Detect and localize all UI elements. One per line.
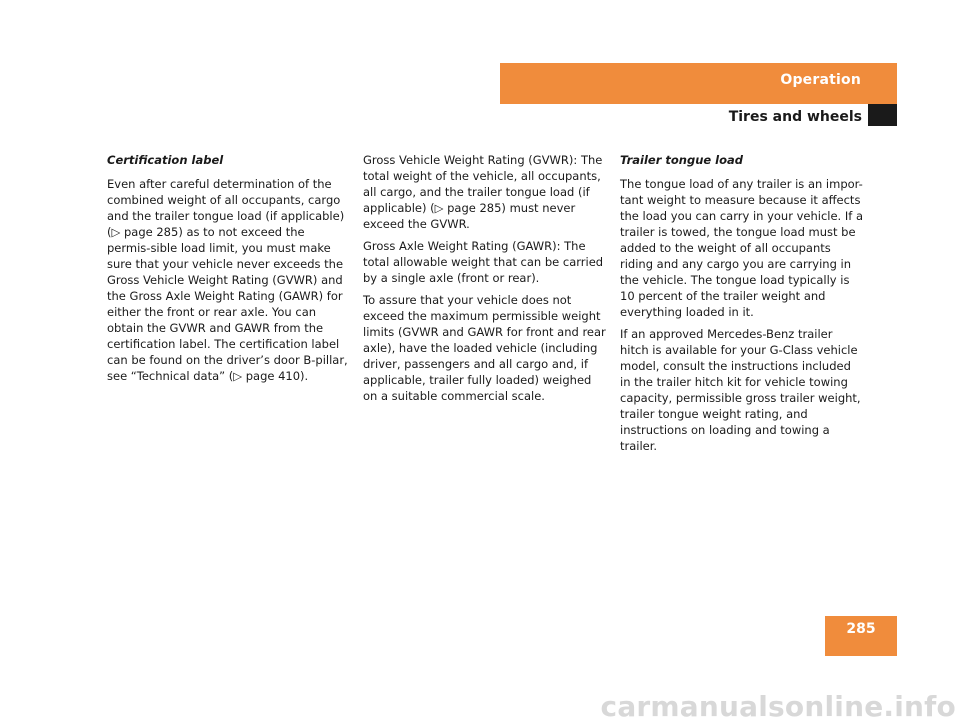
- paragraph-certification: Even after careful determination of the combined weight of all occupants, cargo and the trailer tongue load (if applicable) (▷ page 285) as to not exceed the permis-sible load limit, you must make sure that your vehicle never exceeds the Gross Vehicle Weight Rating (GVWR) and the Gross Axle Weight Rating (GAWR) for either the front or rear axle. You can obtain the GVWR and GAWR from the certification label. The certification label can be found on the driver’s door B-pillar, see “Technical data” (▷ page 410).: [107, 177, 348, 383]
- text-column-2: [363, 152, 607, 410]
- text-column-3: [620, 152, 864, 460]
- text-column-1: [107, 152, 351, 390]
- heading-trailer-tongue-load: Trailer tongue load: [620, 153, 744, 167]
- section-header-banner: [500, 63, 897, 104]
- heading-certification-label: Certification label: [107, 153, 224, 167]
- paragraph-tongue-load: The tongue load of any trailer is an impor-tant weight to measure because it affects the load you can carry in your vehicle. If a trailer is towed, the tongue load must be added to the weight of all occupants riding and any cargo you are carrying in the vehicle. The tongue load typically is 10 percent of the trailer weight and everything loaded in it.: [620, 177, 864, 319]
- paragraph-trailer-hitch: If an approved Mercedes-Benz trailer hitch is available for your G-Class vehicle model, consult the instructions included in the trailer hitch kit for vehicle towing capacity, permissible gross trailer weight, trailer tongue weight rating, and instructions on loading and towing a trailer.: [620, 327, 861, 453]
- section-title: Operation: [780, 72, 861, 88]
- paragraph-scale: To assure that your vehicle does not exceed the maximum permissible weight limits (GVWR and GAWR for front and rear axle), have the loaded vehicle (including driver, passengers and all cargo and, if applicable, trailer fully loaded) weighed on a suitable commercial scale.: [363, 293, 606, 403]
- watermark: carmanualsonline.info: [600, 690, 956, 723]
- subsection-title: Tires and wheels: [728, 109, 862, 125]
- paragraph-gawr: Gross Axle Weight Rating (GAWR): The total allowable weight that can be carried by a single axle (front or rear).: [363, 239, 604, 285]
- paragraph-gvwr: Gross Vehicle Weight Rating (GVWR): The total weight of the vehicle, all occupants, all cargo, and the trailer tongue load (if applicable) (▷ page 285) must never exceed the GVWR.: [363, 153, 603, 231]
- page-number-box: [825, 616, 897, 656]
- page-number: 285: [846, 621, 876, 637]
- section-marker: [868, 104, 897, 126]
